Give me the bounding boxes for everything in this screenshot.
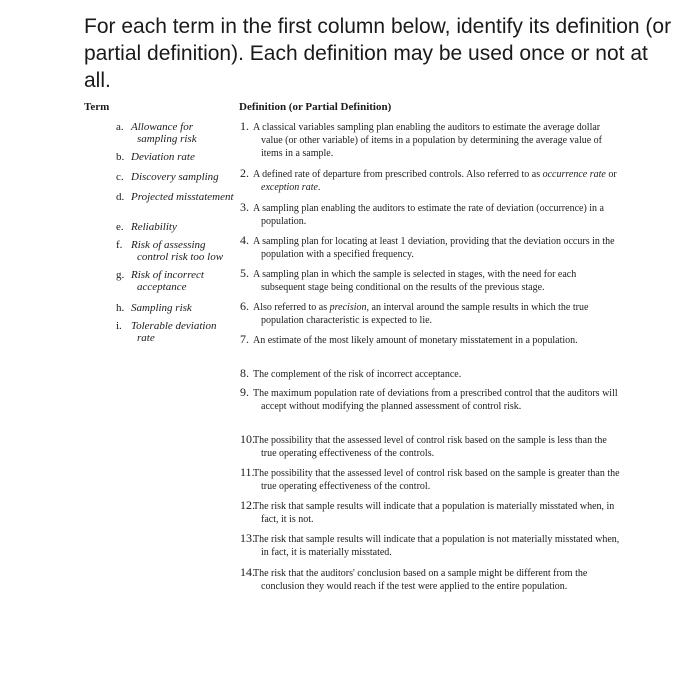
definition-text: The possibility that the assessed level of control risk based on the sample is less than the true operating effectiveness of the controls. xyxy=(253,435,607,459)
definition-number: 9. xyxy=(240,385,249,399)
definition-term-emphasis: precision xyxy=(329,302,367,313)
term-letter: c. xyxy=(116,171,124,183)
definition-number: 6. xyxy=(240,299,249,313)
term-letter: e. xyxy=(116,221,124,233)
definition-number: 13. xyxy=(240,531,255,545)
definition-item-5 xyxy=(240,268,620,301)
term-text: Deviation rate xyxy=(131,151,195,163)
term-item-h xyxy=(116,302,234,320)
definition-text: A classical variables sampling plan enabling the auditors to estimate the average dollar value (or other variable) of items in a population by determining the average value of items in a sample. xyxy=(253,122,602,159)
definition-column-header: Definition (or Partial Definition) xyxy=(239,101,392,113)
definition-item-9 xyxy=(240,387,620,434)
definition-term-emphasis: occurrence rate xyxy=(542,169,606,180)
definition-text-part: . xyxy=(317,182,321,193)
term-letter: i. xyxy=(116,320,122,332)
definition-text-part: , an interval around the sample results in which the true population characteristic is expected to lie. xyxy=(261,302,589,326)
definition-number: 1. xyxy=(240,119,249,133)
definition-item-11 xyxy=(240,467,620,500)
definition-text-part: A defined rate of departure from prescribed controls. Also referred to as xyxy=(253,169,543,180)
term-item-a xyxy=(116,121,234,151)
definition-text: A sampling plan for locating at least 1 deviation, providing that the deviation occurs in the population with a specified frequency. xyxy=(253,236,615,260)
question-text: For each term in the first column below, identify its definition (or partial definition). Each definition may be used once or not at all. xyxy=(84,15,672,92)
definition-item-12 xyxy=(240,500,620,533)
definition-text: The maximum population rate of deviations from a prescribed control that the auditors will accept without modifying the planned assessment of control risk. xyxy=(253,388,618,412)
term-item-b xyxy=(116,151,234,171)
term-text: Tolerable deviation rate xyxy=(131,320,217,344)
term-letter: f. xyxy=(116,239,123,251)
term-letter: g. xyxy=(116,269,125,281)
term-text: Risk of assessing control risk too low xyxy=(131,239,224,263)
definition-text: A sampling plan in which the sample is selected in stages, with the need for each subsequent stage being conditional on the results of the previous stage. xyxy=(253,269,577,293)
term-item-i xyxy=(116,320,234,350)
definition-item-2 xyxy=(240,168,620,202)
definition-text: The risk that sample results will indicate that a population is materially misstated when, in fact, it is not. xyxy=(253,501,615,525)
definition-text: The risk that the auditors' conclusion based on a sample might be different from the conclusion they would reach if the test were applied to the entire population. xyxy=(253,568,588,592)
definition-list xyxy=(240,121,620,614)
definition-item-7 xyxy=(240,334,620,368)
definition-number: 3. xyxy=(240,200,249,214)
definition-number: 7. xyxy=(240,332,249,346)
definition-text-part: or xyxy=(605,169,617,180)
definition-item-10 xyxy=(240,434,620,467)
definition-item-6 xyxy=(240,301,620,334)
term-item-d xyxy=(116,191,234,221)
term-text: Sampling risk xyxy=(131,302,192,314)
term-letter: d. xyxy=(116,191,125,203)
definition-number: 4. xyxy=(240,233,249,247)
term-letter: b. xyxy=(116,151,125,163)
term-item-g xyxy=(116,269,234,302)
term-text: Allowance for sampling risk xyxy=(131,121,197,145)
definition-term-emphasis: exception rate xyxy=(261,182,318,193)
definition-item-1 xyxy=(240,121,620,168)
definition-text: The complement of the risk of incorrect acceptance. xyxy=(253,369,462,380)
definition-item-8 xyxy=(240,368,620,387)
definition-number: 8. xyxy=(240,366,249,380)
definition-number: 2. xyxy=(240,166,249,180)
term-text: Discovery sampling xyxy=(131,171,219,183)
term-letter: h. xyxy=(116,302,125,314)
term-list xyxy=(116,121,234,350)
definition-text xyxy=(240,168,620,194)
definition-text-part: Also referred to as xyxy=(253,302,330,313)
definition-text: The possibility that the assessed level of control risk based on the sample is greater than the true operating effectiveness of the control. xyxy=(253,468,620,492)
definition-text: The risk that sample results will indicate that a population is not materially misstated when, in fact, it is materially misstated. xyxy=(253,534,620,558)
definition-text xyxy=(240,301,620,327)
term-item-e xyxy=(116,221,234,239)
definition-text: A sampling plan enabling the auditors to estimate the rate of deviation (occurrence) in a population. xyxy=(253,203,604,227)
definition-number: 12. xyxy=(240,498,255,512)
term-text: Risk of incorrect acceptance xyxy=(131,269,204,293)
definition-number: 11. xyxy=(240,465,255,479)
definition-number: 10. xyxy=(240,432,255,446)
term-letter: a. xyxy=(116,121,124,133)
definition-item-14 xyxy=(240,567,620,614)
definition-text: An estimate of the most likely amount of monetary misstatement in a population. xyxy=(253,335,578,346)
definition-item-4 xyxy=(240,235,620,268)
definition-item-13 xyxy=(240,533,620,567)
definition-number: 5. xyxy=(240,266,249,280)
term-item-f xyxy=(116,239,234,269)
term-item-c xyxy=(116,171,234,191)
term-text: Reliability xyxy=(131,221,177,233)
definition-number: 14. xyxy=(240,565,255,579)
term-text: Projected misstatement xyxy=(131,191,234,203)
definition-item-3 xyxy=(240,202,620,235)
term-column-header: Term xyxy=(84,101,110,113)
